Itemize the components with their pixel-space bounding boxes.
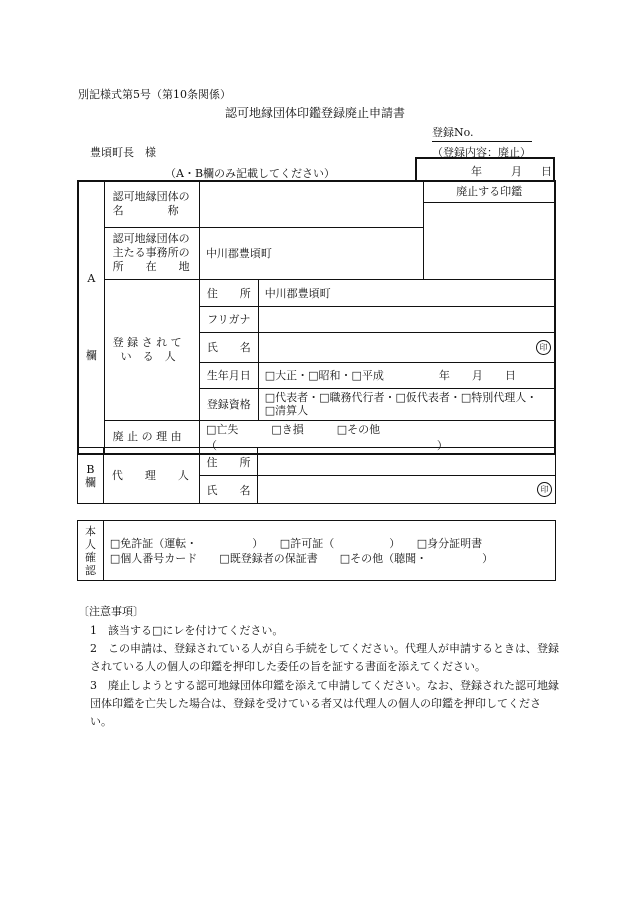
abolish-seal-box[interactable] [424,181,555,279]
name-field[interactable] [258,332,555,362]
qualification-label: 登録資格 [199,388,258,420]
name-label: 氏 名 [199,332,258,362]
fill-instruction: （A・B欄のみ記載してください） [165,167,336,180]
date-month-label: 月 [511,165,522,178]
org-name-label: 認可地縁団体の 名 称 [104,181,199,227]
registration-content: （登録内容：廃止） [432,146,531,159]
section-b-table [77,447,556,504]
org-name-field[interactable] [199,181,423,227]
form-number: 別記様式第5号（第10条関係） [78,88,231,101]
address-field[interactable]: 中川郡豊頃町 [258,279,555,306]
agent-name-field[interactable] [258,476,556,504]
section-a-label: A 欄 [78,181,104,454]
furigana-field[interactable] [258,306,555,332]
addressee: 豊頃町長 様 [90,146,156,159]
office-address-field[interactable]: 中川郡豊頃町 [199,227,423,279]
document-title: 認可地縁団体印鑑登録廃止申請書 [224,106,405,120]
date-day-label: 日 [541,165,552,178]
note-item-1: 1 該当する□にレを付けてください。 [90,624,284,637]
qualification-field[interactable]: □代表者・□職務代行者・□仮代表者・□特別代理人・ □清算人 [258,388,555,420]
section-a-table [77,180,556,455]
note-item-2: 2 この申請は、登録されている人が自ら手続をしてください。代理人が申請するときは、登録されている人の個人の印鑑を押印した委任の旨を証する書面を添えてください。 [90,642,559,673]
agent-seal-mark-icon: 印 [537,482,552,497]
birth-date-field[interactable]: □大正・□昭和・□平成 年 月 日 [258,362,555,388]
identity-check-options[interactable]: □免許証（運転・ ） □許可証（ ） □身分証明書 □個人番号カード □既登録者の保証書 □その他（聴聞・ ） [103,521,555,581]
address-label: 住 所 [199,279,258,306]
seal-mark-icon: 印 [536,340,551,355]
birth-date-label: 生年月日 [199,362,258,388]
identity-check-label: 本 人 確 認 [78,521,104,581]
date-box[interactable] [415,157,555,180]
date-year-label: 年 [471,165,482,178]
furigana-label: フリガナ [199,306,258,332]
section-b-label: B 欄 [78,448,104,504]
agent-name-label: 氏 名 [199,476,258,504]
registration-number-field[interactable]: 登録No. [432,124,532,142]
office-address-label: 認可地縁団体の 主たる事務所の 所 在 地 [104,227,199,279]
agent-address-label: 住 所 [199,448,258,476]
identity-check-table [77,520,556,581]
abolish-reason-field[interactable]: □亡失 □き損 □その他（ ） [199,420,555,454]
agent-label: 代 理 人 [103,448,199,504]
agent-address-field[interactable] [258,448,556,476]
note-item-3: 3 廃止しようとする認可地縁団体印鑑を添えて申請してください。なお、登録された認可地縁団体印鑑を亡失した場合は、登録を受けている者又は代理人の個人の印鑑を押印してください。 [90,679,559,728]
abolish-seal-label: 廃止する印鑑 [424,182,554,203]
notes-title: 〔注意事項〕 [78,605,144,618]
registered-person-label: 登 録 さ れ て い る 人 [104,279,199,420]
abolish-reason-label: 廃 止 の 理 由 [104,420,199,454]
